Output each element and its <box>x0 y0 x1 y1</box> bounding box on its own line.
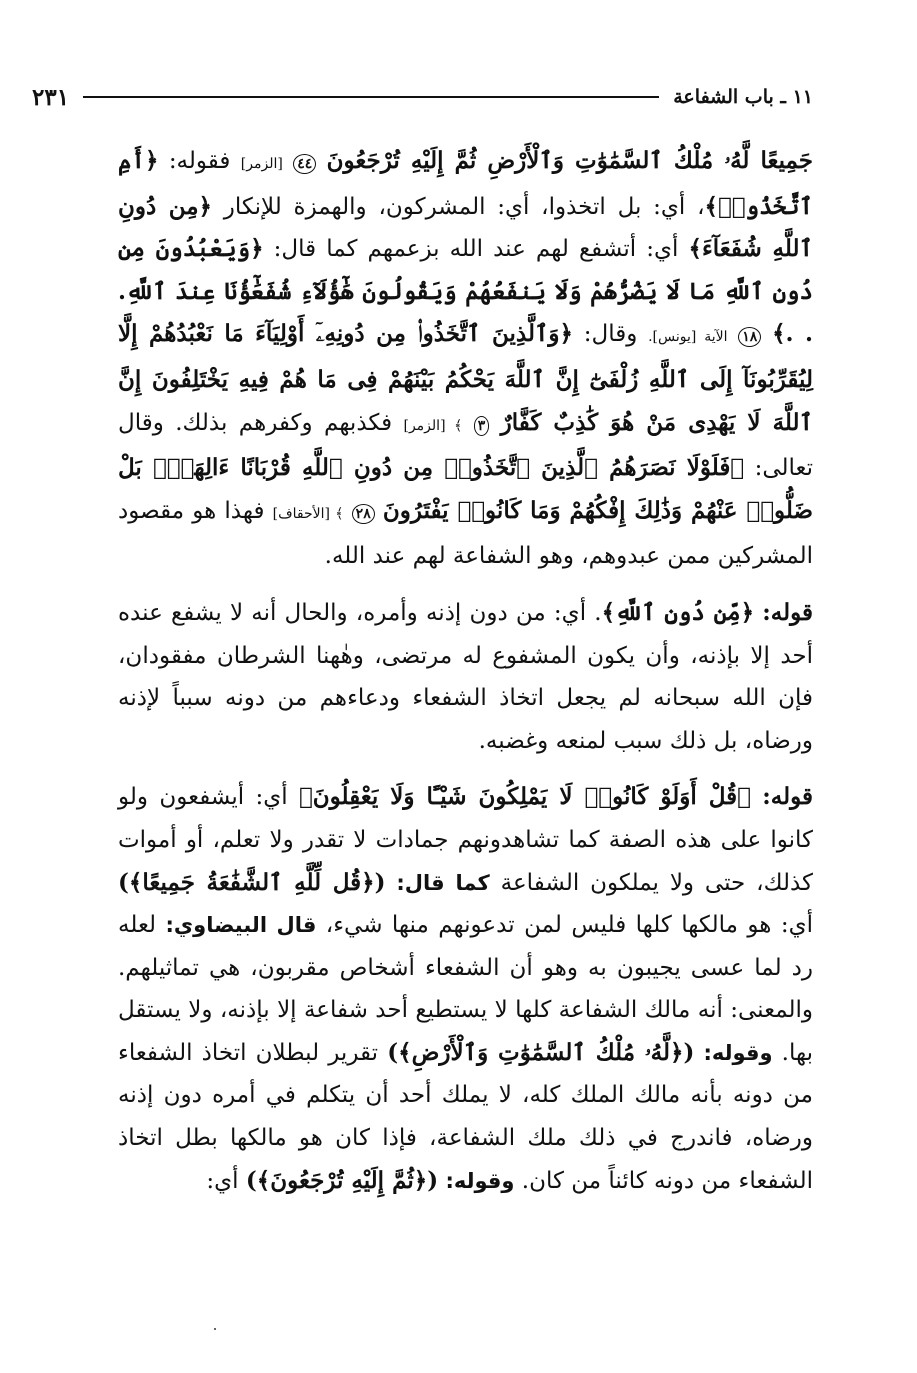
commentary-text: لعله رد لما عسى يجيبون به وهو أن الشفعاء أشخاص مقربون، هي تماثيلهم. والمعنى: أنه مالك الشفاعة كلها لا يستطيع أحد شفاعة إلا بإذنه، ولا يستقل بها. <box>118 912 813 1066</box>
quran-verse: جَمِيعًا لَّهُۥ مُلْكُ ٱلسَّمَٰوَٰتِ وَٱلْأَرْضِ ثُمَّ إِلَيْهِ تُرْجَعُونَ <box>326 147 814 174</box>
page-header <box>32 80 813 114</box>
quran-quote: ﴿قُلْ أَوَلَوْ كَانُوا۟ لَا يَمْلِكُونَ شَيْـًٔا وَلَا يَعْقِلُونَ﴾ <box>298 783 751 811</box>
surah-reference: الآية [يونس]. <box>648 329 728 346</box>
commentary-text: فكذبهم وكفرهم بذلك. وقال تعالى: <box>118 409 814 482</box>
chapter-title: ١١ ـ باب الشفاعة <box>673 86 813 108</box>
verse-number: ٤٤ <box>293 154 316 174</box>
quran-quote: ﴿أَمِ ٱتَّخَذُوا۟﴾ <box>118 147 813 220</box>
paragraph-lead: قوله: <box>762 783 813 811</box>
quran-quote: ﴿فَلَوْلَا نَصَرَهُمُ ٱلَّذِينَ ٱتَّخَذُوا۟ مِن دُونِ ٱللَّهِ قُرْبَانًا ءَالِهَةًۢ بَلْ ضَلُّوا۟ عَنْهُمْ وَذَٰلِكَ إِفْكُهُمْ وَمَا كَانُوا۟ يَفْتَرُونَ <box>118 454 814 524</box>
verse-number: ٣ <box>474 416 490 436</box>
commentary-text: أي: أتشفع لهم عند الله بزعمهم كما قال: <box>273 236 679 263</box>
quran-quote: (﴿ثُمَّ إِلَيْهِ تُرْجَعُونَ﴾) <box>245 1166 439 1194</box>
surah-reference: [الزمر] <box>240 156 283 172</box>
commentary-text: أي: هو مالكها كلها فليس لمن تدعونهم منها شيء، <box>325 912 813 939</box>
speech-intro: وقوله: <box>703 1040 773 1065</box>
quran-quote: ﴿وَيَعْبُدُونَ مِن دُونِ ٱللَّهِ مَا لَا يَضُرُّهُمْ وَلَا يَنفَعُهُمْ وَيَقُولُونَ هَٰٓؤُلَآءِ شُفَعَٰٓؤُنَا عِندَ ٱللَّهِ. . .﴾ <box>118 235 814 348</box>
scholar-citation: قال البيضاوي: <box>165 913 317 938</box>
verse-number: ١٨ <box>738 327 761 347</box>
quran-quote: (﴿لَّهُۥ مُلْكُ ٱلسَّمَٰوَٰتِ وَٱلْأَرْضِ﴾) <box>387 1038 695 1066</box>
quran-quote: ﴿مِّن دُونِ ٱللَّهِ﴾ <box>601 598 755 626</box>
commentary-text: وقال: <box>583 321 638 348</box>
speech-intro: وقوله: <box>445 1168 515 1193</box>
quran-quote: ﴿مِن دُونِ ٱللَّهِ شُفَعَآءَ﴾ <box>118 192 813 263</box>
commentary-text: فهذا هو مقصود المشركين ممن عبدوهم، وهو الشفاعة لهم عند الله. <box>118 497 813 570</box>
verse-number: ٢٨ <box>352 504 375 524</box>
paragraph-lead: قوله: <box>762 598 814 626</box>
page-body <box>118 140 813 1313</box>
commentary-text: أي: أيشفعون ولو كانوا على هذه الصفة كما تشاهدونهم جمادات لا تقدر ولا تعلم، أو أموات كذلك، حتى ولا يملكون الشفاعة <box>118 784 813 896</box>
header-rule <box>83 96 659 98</box>
page-number: ٢٣١ <box>32 83 70 111</box>
quran-quote: ﴿وَٱلَّذِينَ ٱتَّخَذُوا۟ مِن دُونِهِۦٓ أَوْلِيَآءَ مَا نَعْبُدُهُمْ إِلَّا لِيُقَرِّبُونَآ إِلَى ٱللَّهِ زُلْفَىٰٓ إِنَّ ٱللَّهَ يَحْكُمُ بَيْنَهُمْ فِى مَا هُمْ فِيهِ يَخْتَلِفُونَ إِنَّ ٱللَّهَ لَا يَهْدِى مَنْ هُوَ كَٰذِبٌ كَفَّارٌ <box>118 320 814 436</box>
paragraph-1 <box>118 140 813 578</box>
paragraph-3 <box>118 776 813 1202</box>
surah-reference: ﴾ [الأحقاف] <box>272 505 344 522</box>
commentary-text: أي: <box>206 1167 239 1194</box>
speech-intro: كما قال: <box>396 870 490 895</box>
scan-speck <box>214 1328 216 1330</box>
commentary-text: ، أي: بل اتخذوا، أي: المشركون، والهمزة للإنكار <box>223 193 705 220</box>
commentary-text: فقوله: <box>168 148 231 174</box>
surah-reference: ﴾ [الزمر] <box>403 417 463 434</box>
quran-quote: (﴿قُل لِّلَّهِ ٱلشَّفَٰعَةُ جَمِيعًا﴾) <box>118 868 386 896</box>
paragraph-2 <box>118 592 813 762</box>
commentary-text: . أي: من دون إذنه وأمره، والحال أنه لا يشفع عنده أحد إلا بإذنه، وأن يكون المشفوع له مرتضى، وهٰهنا الشرطان مفقودان، فإن الله سبحانه لم يجعل اتخاذ الشفعاء ودعاءهم من دونه سبباً لإذنه ورضاه، بل ذلك سبب لمنعه وغضبه. <box>118 599 813 754</box>
commentary-text: تقرير لبطلان اتخاذ الشفعاء من دونه بأنه مالك الملك كله، لا يملك أحد أن يتكلم في أمره دون إذنه ورضاه، فاندرج في ذلك ملك الشفاعة، فإذا كان هو مالكها بطل اتخاذ الشفعاء من دونه كائناً من كان. <box>118 1039 813 1194</box>
